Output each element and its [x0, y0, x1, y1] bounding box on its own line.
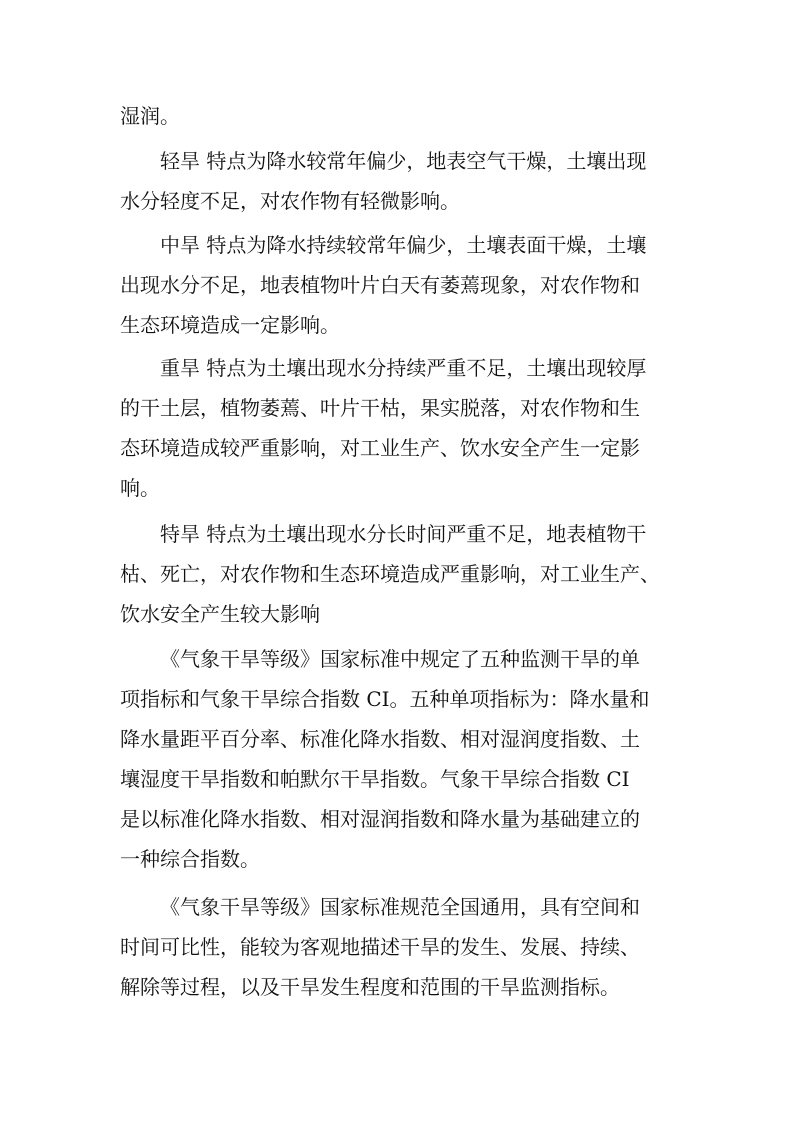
text-line: 湿润。 [120, 104, 180, 128]
text-line: 态环境造成较严重影响，对工业生产、饮水安全产生一定影 [120, 436, 640, 460]
text-line: 一种综合指数。 [120, 847, 260, 871]
paragraph-extreme-drought [120, 514, 680, 634]
paragraph-humid-end [120, 96, 680, 136]
paragraph-severe-drought [120, 348, 680, 508]
text-line: 项指标和气象干旱综合指数 CI。五种单项指标为：降水量和 [120, 687, 650, 711]
paragraph-light-drought [120, 141, 680, 221]
text-line: 轻旱 特点为降水较常年偏少，地表空气干燥，土壤出现 [160, 149, 647, 173]
text-line: 是以标准化降水指数、相对湿润指数和降水量为基础建立的 [120, 807, 640, 831]
text-line: 的干土层，植物萎蔫、叶片干枯，果实脱落，对农作物和生 [120, 396, 640, 420]
text-line: 《气象干旱等级》国家标准中规定了五种监测干旱的单 [160, 647, 640, 671]
paragraph-standard-usage [120, 887, 680, 1007]
text-line: 特旱 特点为土壤出现水分长时间严重不足，地表植物干 [160, 522, 647, 546]
paragraph-moderate-drought [120, 225, 680, 345]
text-line: 生态环境造成一定影响。 [120, 313, 340, 337]
text-line: 时间可比性，能较为客观地描述干旱的发生、发展、持续、 [120, 935, 640, 959]
text-line: 《气象干旱等级》国家标准规范全国通用，具有空间和 [160, 895, 640, 919]
text-line: 壤湿度干旱指数和帕默尔干旱指数。气象干旱综合指数 CI [120, 767, 630, 791]
text-line: 降水量距平百分率、标准化降水指数、相对湿润度指数、土 [120, 727, 640, 751]
text-line: 水分轻度不足，对农作物有轻微影响。 [120, 189, 460, 213]
text-line: 出现水分不足，地表植物叶片白天有萎蔫现象，对农作物和 [120, 273, 640, 297]
text-line: 中旱 特点为降水持续较常年偏少，土壤表面干燥，土壤 [160, 233, 647, 257]
text-line: 重旱 特点为土壤出现水分持续严重不足，土壤出现较厚 [160, 356, 647, 380]
text-line: 响。 [120, 476, 160, 500]
text-line: 枯、死亡，对农作物和生态环境造成严重影响，对工业生产、 [120, 562, 660, 586]
paragraph-standard-indices [120, 639, 680, 879]
text-line: 饮水安全产生较大影响 [120, 602, 320, 626]
text-line: 解除等过程，以及干旱发生程度和范围的干旱监测指标。 [120, 975, 620, 999]
